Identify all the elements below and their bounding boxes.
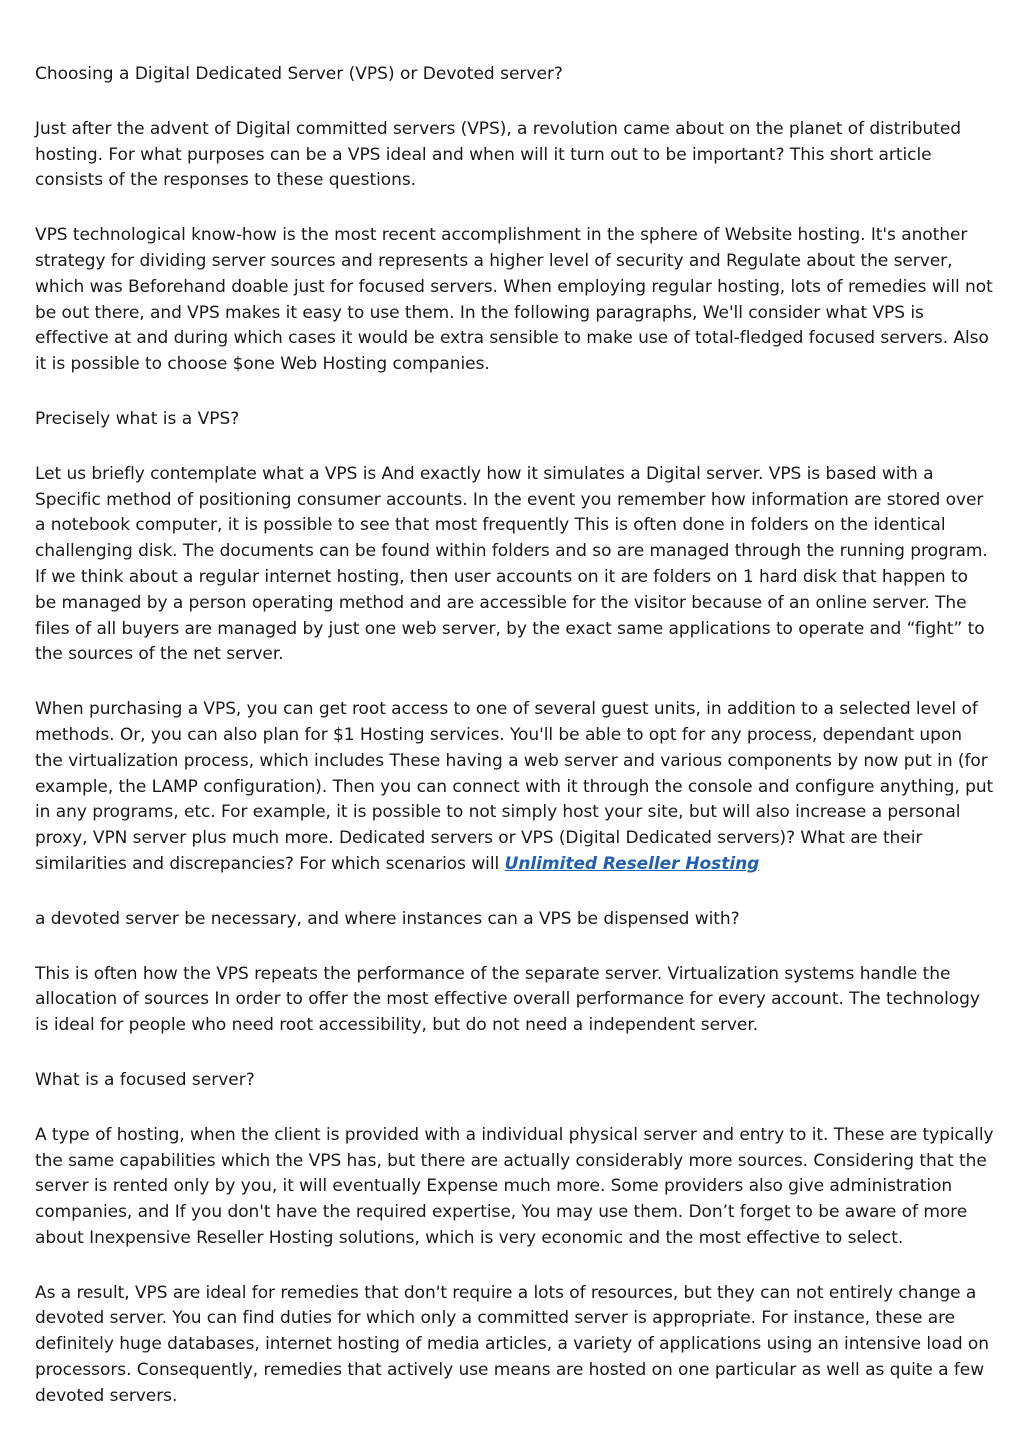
- vps-repeats-paragraph: This is often how the VPS repeats the performance of the separate server. Virtualization systems handle the allocation of sources In order to offer the most effective overall performance for every account. The technology is ideal for people who need root accessibility, but do not need a independent server.: [35, 963, 980, 1036]
- unlimited-reseller-hosting-link[interactable]: Unlimited Reseller Hosting: [504, 853, 760, 874]
- purchasing-vps-text: When purchasing a VPS, you can get root access to one of several guest units, in addition to a selected level of methods. Or, you can also plan for $1 Hosting services. You'll be able to opt for any process, dependant upon the virtualization process, which includes These having a web server and various components by now put in (for example, the LAMP configuration). Then you can connect with it through the console and configure anything, put in any programs, etc. For example, it is possible to not simply host your site, but will also increase a personal proxy, VPN server plus much more. Dedicated servers or VPS (Digital Dedicated servers)? What are their similarities and discrepancies? For which scenarios will: [35, 699, 994, 874]
- dedicated-hosting-type-paragraph: A type of hosting, when the client is provided with a individual physical server and entry to it. These are typically the same capabilities which the VPS has, but there are actually considerably more sources. Considering that the server is rented only by you, it will eventually Expense much more. Some providers also give administration companies, and If you don't have the required expertise, You may use them. Don’t forget to be aware of more about Inexpensive Reseller Hosting solutions, which is very economic and the most effective to select.: [35, 1124, 994, 1248]
- vps-technology-paragraph: VPS technological know-how is the most recent accomplishment in the sphere of Website hosting. It's another strategy for dividing server sources and represents a higher level of security and Regulate about the server, which was Beforehand doable just for focused servers. When employing regular hosting, lots of remedies will not be out there, and VPS makes it easy to use them. In the following paragraphs, We'll consider what VPS is effective at and during which cases it would be extra sensible to make use of total-fledged focused servers. Also it is possible to choose $one Web Hosting companies.: [35, 225, 993, 375]
- document-title: Choosing a Digital Dedicated Server (VPS) or Devoted server?: [35, 64, 563, 84]
- devoted-server-question-paragraph: a devoted server be necessary, and where instances can a VPS be dispensed with?: [35, 908, 740, 929]
- vps-explanation-paragraph: Let us briefly contemplate what a VPS is And exactly how it simulates a Digital server. VPS is based with a Specific method of positioning consumer accounts. In the event you remember how information are stored over a notebook computer, it is possible to see that most frequently This is often done in folders on the identical challenging disk. The documents can be found within folders and so are managed through the running program. If we think about a regular internet hosting, then user accounts on it are folders on 1 hard disk that happen to be managed by a person operating method and are accessible for the visitor because of an online server. The files of all buyers are managed by just one web server, by the exact same applications to operate and “fight” to the sources of the net server.: [35, 463, 988, 665]
- what-is-focused-server-heading: What is a focused server?: [35, 1069, 255, 1090]
- conclusion-paragraph: As a result, VPS are ideal for remedies that don't require a lots of resources, but they can not entirely change a devoted server. You can find duties for which only a committed server is appropriate. For instance, these are definitely huge databases, internet hosting of media articles, a variety of applications using an intensive load on processors. Consequently, remedies that actively use means are hosted on one particular as well as quite a few devoted servers.: [35, 1282, 989, 1406]
- what-is-vps-heading: Precisely what is a VPS?: [35, 408, 240, 429]
- intro-paragraph: Just after the advent of Digital committed servers (VPS), a revolution came about on the planet of distributed hosting. For what purposes can be a VPS ideal and when will it turn out to be important? This short article consists of the responses to these questions.: [35, 118, 962, 191]
- purchasing-vps-paragraph: [35, 697, 994, 878]
